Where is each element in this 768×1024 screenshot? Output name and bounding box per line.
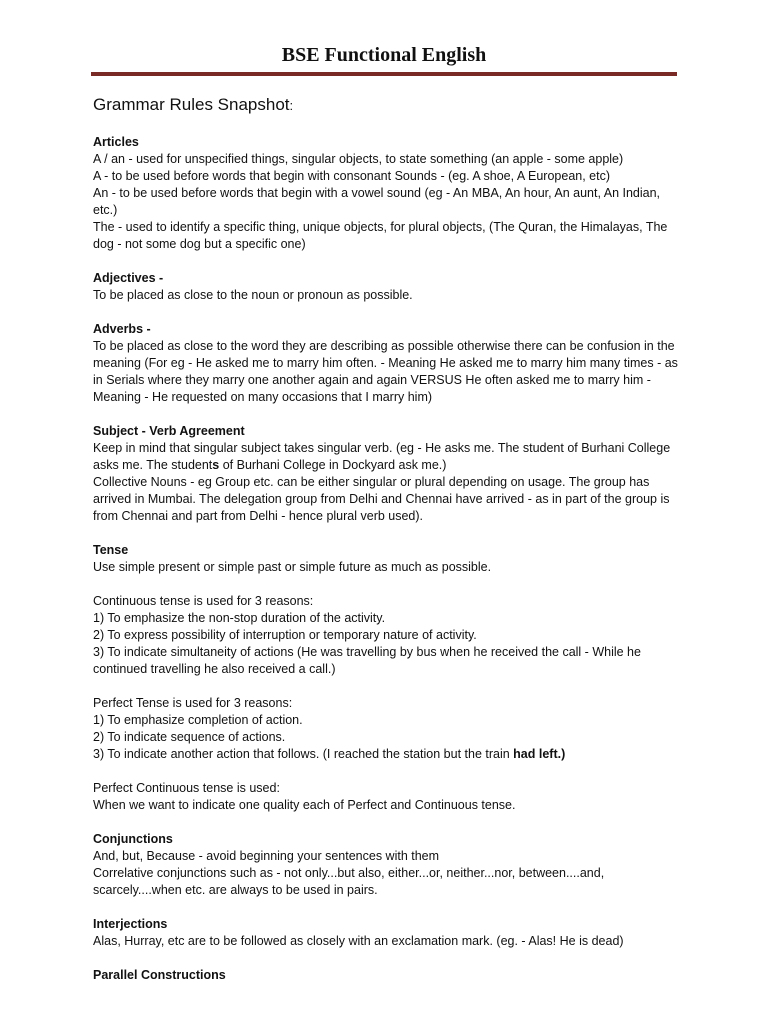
articles-line: The - used to identify a specific thing, unique objects, for plural objects, (The Quran, the Himalayas, The dog - not some dog but a specific one) [93,220,668,251]
sva-text-1a: Keep in mind that singular subject takes singular verb. (eg - He asks me. The student of Burhani College asks me. The student [93,441,671,472]
spacer [93,763,683,780]
section-tense [93,542,683,814]
spacer [93,576,683,593]
title-divider [91,72,677,76]
conjunctions-line-1: And, but, Because - avoid beginning your sentences with them [93,849,440,863]
continuous-item: 2) To express possibility of interruption or temporary nature of activity. [93,628,477,642]
section-title-parallel: Parallel Constructions [93,968,226,982]
spacer [93,678,683,695]
snapshot-heading [93,94,683,117]
perfect-item: 1) To emphasize completion of action. [93,713,303,727]
section-interjections [93,916,683,950]
sva-text-1-bold: s [212,458,220,472]
section-title-adverbs: Adverbs - [93,322,151,336]
section-title-tense: Tense [93,543,129,557]
section-adjectives [93,270,683,304]
articles-line: A / an - used for unspecified things, singular objects, to state something (an apple - some apple) [93,152,624,166]
adverbs-text: To be placed as close to the word they are describing as possible otherwise there can be confusion in the meaning (For eg - He asked me to marry him often. - Meaning He asked me to marry him many times - as in Serials where they marry one another again and again VERSUS He often asked me to marry him - Meaning - He requested on many occasions that I marry him) [93,339,678,404]
snapshot-heading-text: Grammar Rules Snapshot [93,95,290,114]
adjectives-text: To be placed as close to the noun or pronoun as possible. [93,288,413,302]
section-title-conjunctions: Conjunctions [93,832,173,846]
perfect-head: Perfect Tense is used for 3 reasons: [93,696,293,710]
section-adverbs [93,321,683,406]
sva-text-1b: of Burhani College in Dockyard ask me.) [219,458,447,472]
interjections-text: Alas, Hurray, etc are to be followed as closely with an exclamation mark. (eg. - Alas! He is dead) [93,934,624,948]
continuous-head: Continuous tense is used for 3 reasons: [93,594,314,608]
articles-line: An - to be used before words that begin with a vowel sound (eg - An MBA, An hour, An aunt, An Indian, etc.) [93,186,661,217]
perfect-continuous-text: When we want to indicate one quality each of Perfect and Continuous tense. [93,798,516,812]
section-subject-verb-agreement [93,423,683,525]
section-title-interjections: Interjections [93,917,168,931]
continuous-item: 1) To emphasize the non-stop duration of the activity. [93,611,386,625]
conjunctions-line-2: Correlative conjunctions such as - not only...but also, either...or, neither...nor, between....and, scarcely....when etc. are always to be used in pairs. [93,866,605,897]
tense-intro: Use simple present or simple past or simple future as much as possible. [93,560,492,574]
section-title-adjectives: Adjectives - [93,271,164,285]
sva-text-1 [93,440,683,474]
section-title-subject-verb: Subject - Verb Agreement [93,424,245,438]
articles-line: A - to be used before words that begin with consonant Sounds - (eg. A shoe, A European, etc) [93,169,611,183]
perfect-continuous-head: Perfect Continuous tense is used: [93,781,280,795]
section-articles [93,134,683,253]
sva-text-2: Collective Nouns - eg Group etc. can be either singular or plural depending on usage. The group has arrived in Mumbai. The delegation group from Delhi and Chennai have arrived - as in part of the group is from Chennai and part from Delhi - hence plural verb used). [93,475,670,523]
continuous-item: 3) To indicate simultaneity of actions (He was travelling by bus when he received the call - While he continued travelling he also received a call.) [93,645,641,676]
document-body [93,94,683,1001]
section-title-articles: Articles [93,135,139,149]
section-parallel-constructions [93,967,683,984]
perfect-item-3 [93,746,683,763]
section-conjunctions [93,831,683,899]
perfect-item: 2) To indicate sequence of actions. [93,730,286,744]
document-title: BSE Functional English [281,44,487,66]
perfect-item-3-bold: had left.) [513,747,566,761]
perfect-item-3-text: 3) To indicate another action that follows. (I reached the station but the train [93,747,514,761]
snapshot-heading-colon: : [289,98,294,113]
